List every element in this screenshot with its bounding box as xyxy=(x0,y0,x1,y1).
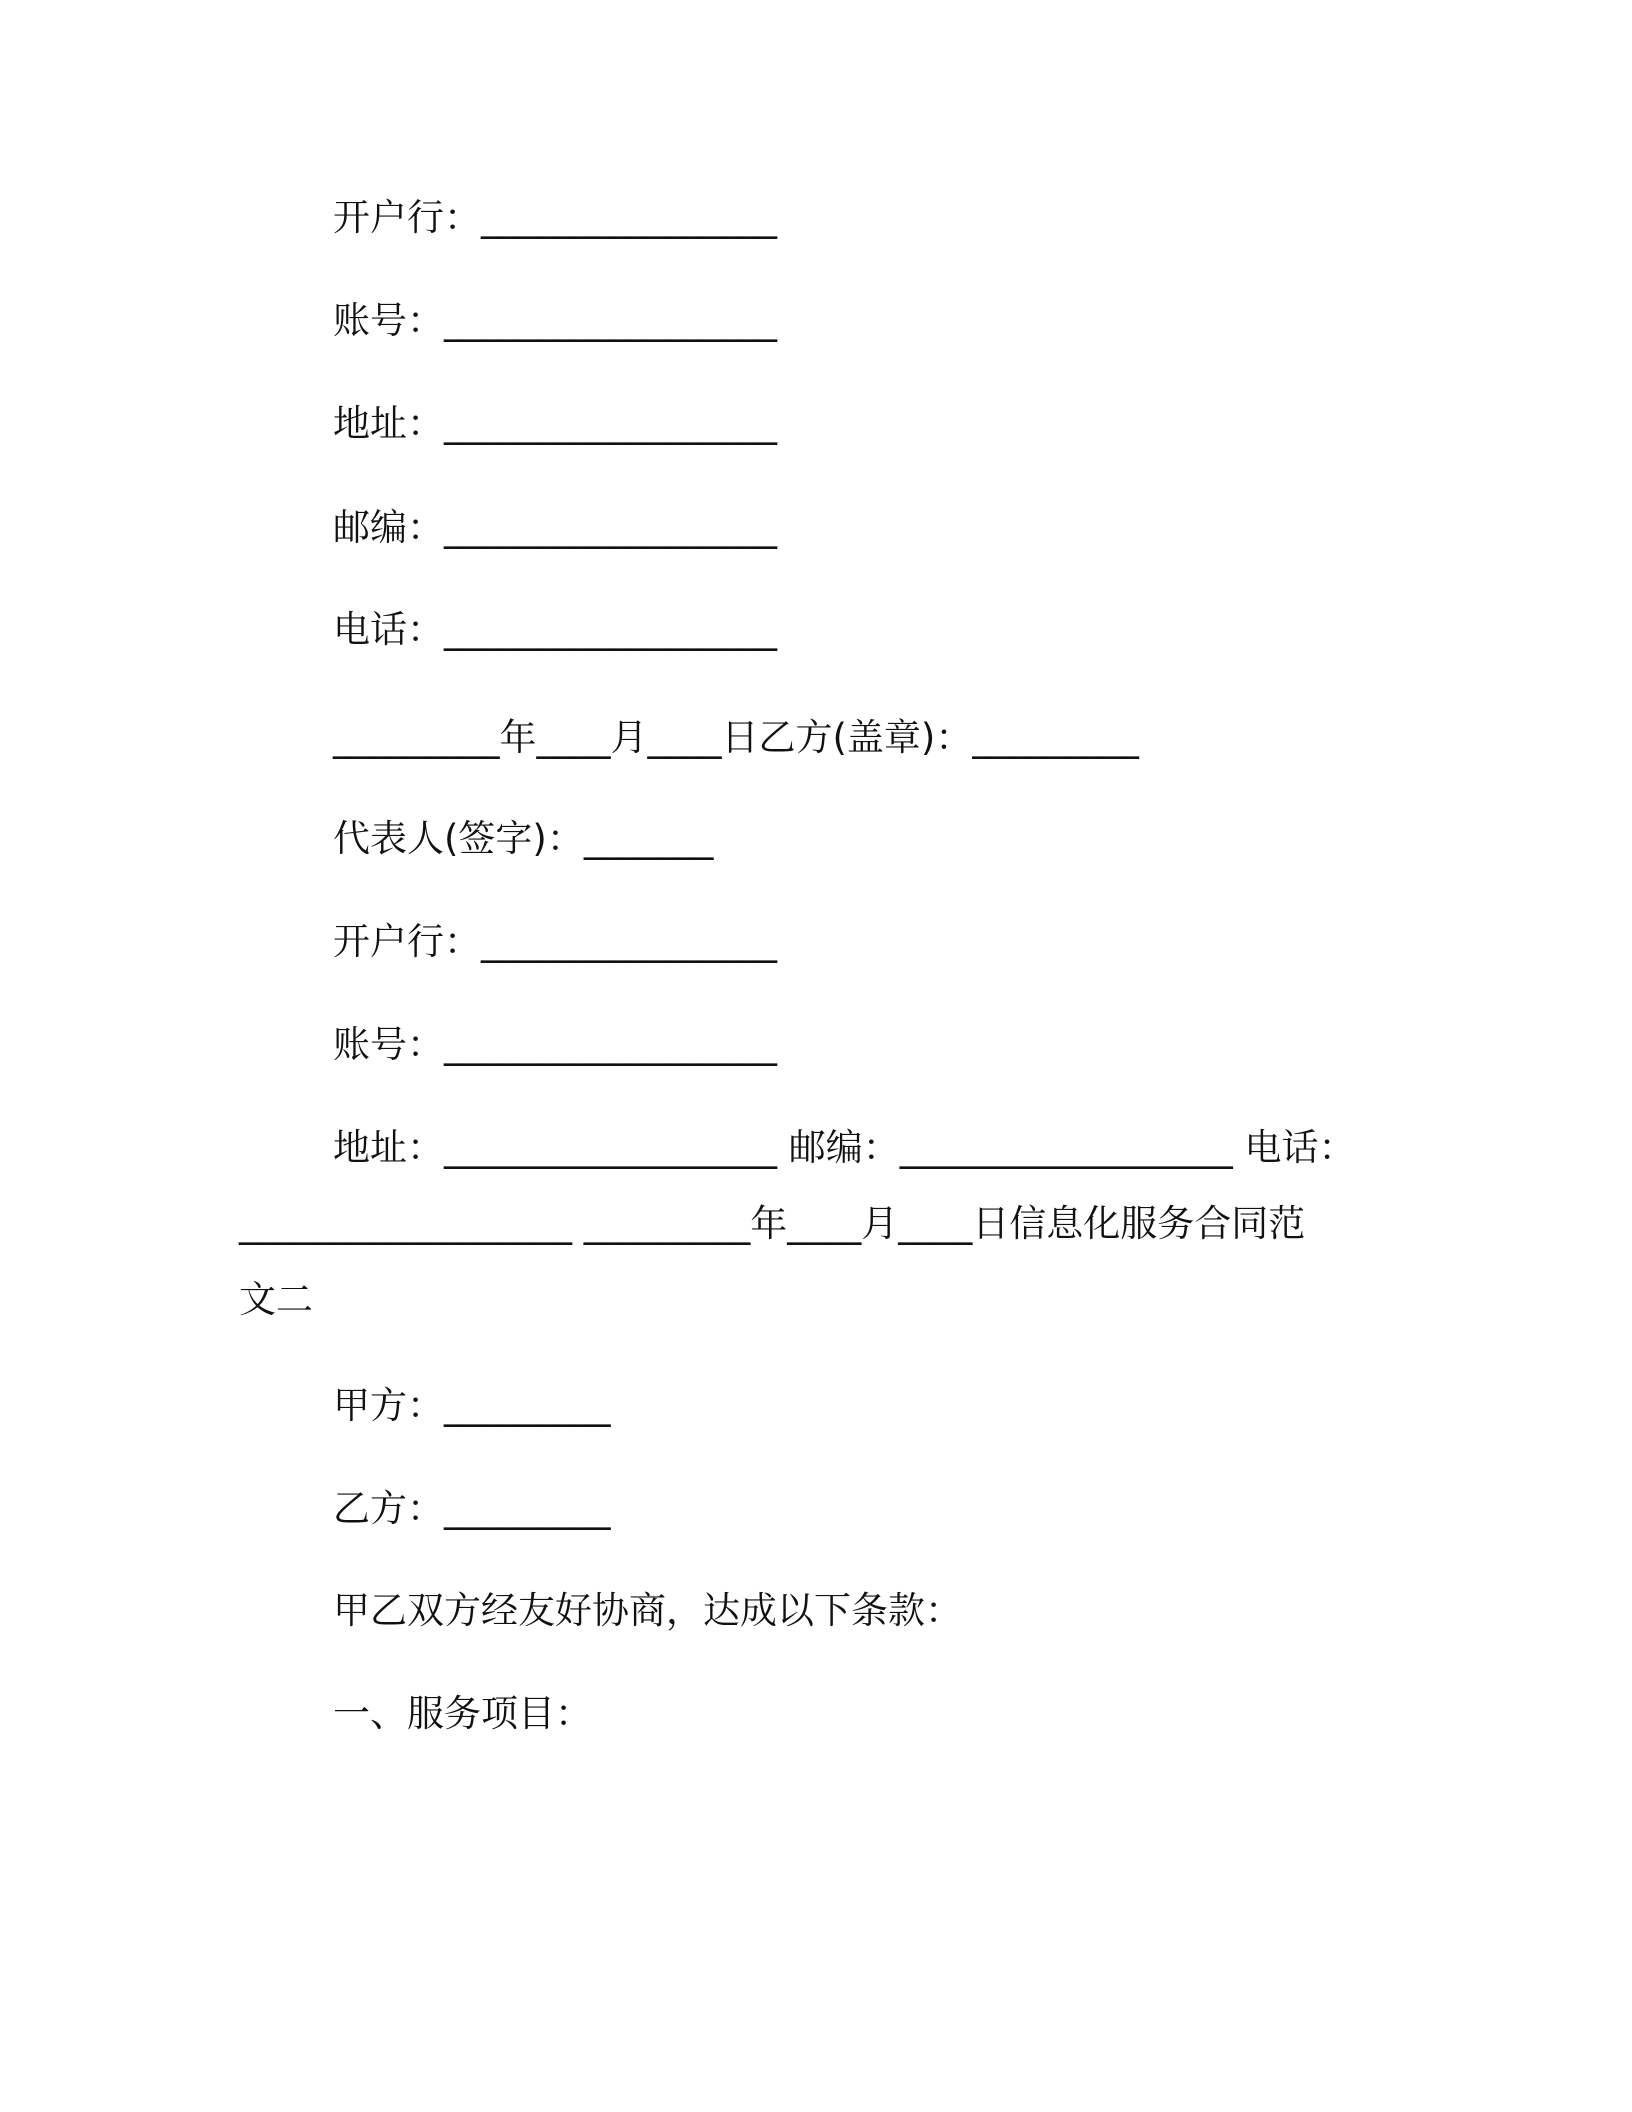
bank-field-1: 开户行：________________ xyxy=(333,196,777,239)
address-postcode-phone-line: 地址：__________________ 邮编：__________________ 电话： xyxy=(333,1126,1356,1169)
account-field-1: 账号：__________________ xyxy=(333,299,777,342)
representative-signature-field: 代表人(签字)：_______ xyxy=(333,817,714,860)
section-heading-service-items: 一、服务项目： xyxy=(333,1692,592,1735)
title-continuation: 文二 xyxy=(239,1278,313,1321)
date-party-b-seal-line: _________年____月____日乙方(盖章)：_________ xyxy=(333,716,1139,759)
address-field-1: 地址：__________________ xyxy=(333,402,777,445)
account-field-2: 账号：__________________ xyxy=(333,1023,777,1066)
postcode-field-1: 邮编：__________________ xyxy=(333,506,777,549)
phone-date-title-line: __________________ _________年____月____日信息化服务合同范 xyxy=(239,1202,1306,1245)
party-a-field: 甲方：_________ xyxy=(333,1384,611,1427)
party-b-field: 乙方：_________ xyxy=(333,1487,611,1530)
phone-field-1: 电话：__________________ xyxy=(333,608,777,651)
bank-field-2: 开户行：________________ xyxy=(333,920,777,963)
agreement-intro: 甲乙双方经友好协商，达成以下条款： xyxy=(333,1589,962,1632)
